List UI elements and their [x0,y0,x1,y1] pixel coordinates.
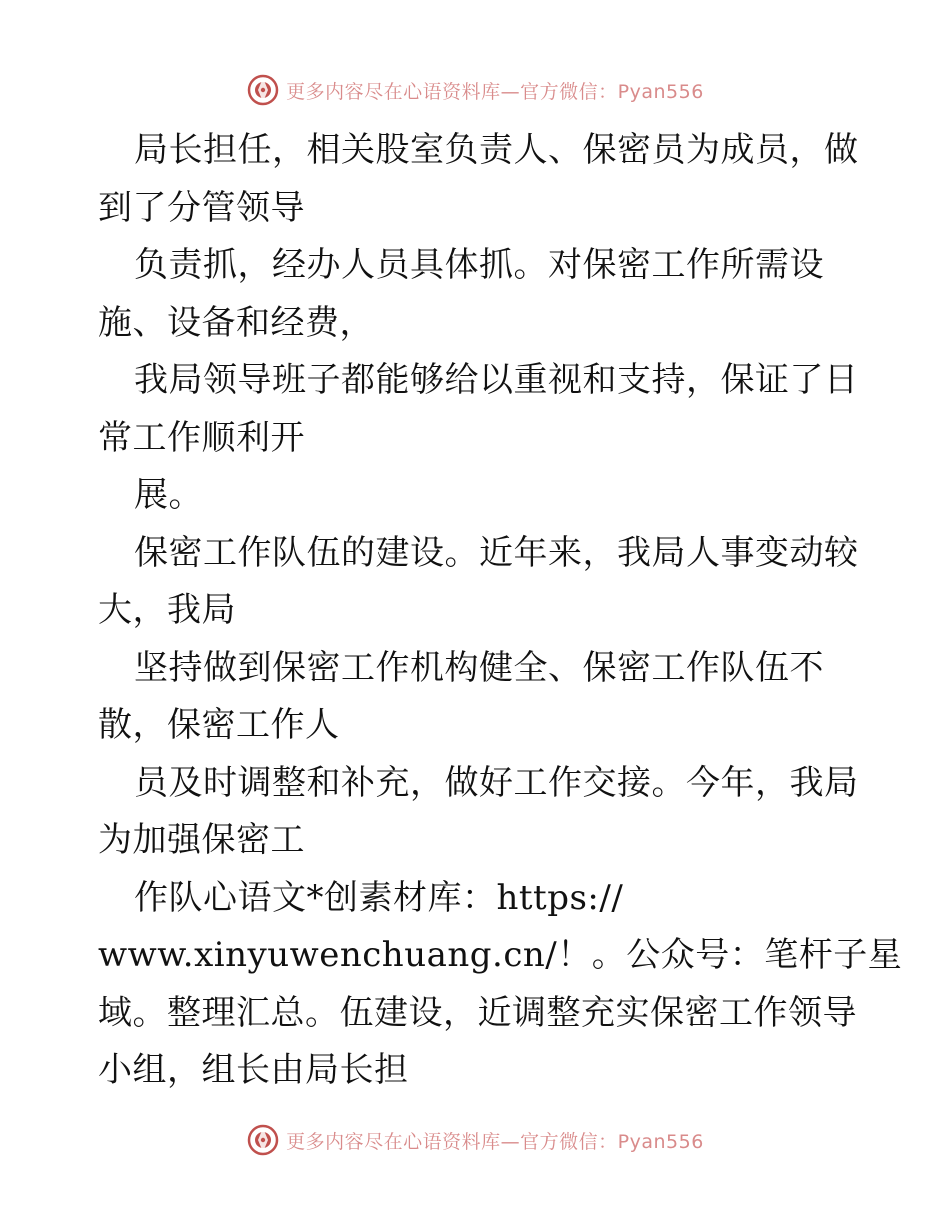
text-line: 为加强保密工 [98,820,305,860]
text-line: 保密工作队伍的建设。近年来，我局人事变动较 [134,532,859,573]
text-line: 大，我局 [98,590,236,630]
text-line: 施、设备和经费， [98,302,374,343]
text-line: 展。 [134,475,203,515]
text-line: 负责抓，经办人员具体抓。对保密工作所需设 [134,245,824,285]
text-line: 我局领导班子都能够给以重视和支持，保证了日 [134,360,859,400]
text-line: 局长担任，相关股室负责人、保密员为成员，做 [134,130,859,170]
text-line: www.xinyuwenchuang.cn/！。公众号：笔杆子星 [98,935,903,975]
pen-nib-logo-icon [246,1123,280,1157]
pen-nib-logo-icon [246,73,280,107]
header-banner [0,70,950,110]
text-line: 作队心语文*创素材库：https:// [134,877,624,918]
document-body [98,122,903,1100]
footer-banner-text: 更多内容尽在心语资料库—官方微信：Pyan556 [286,1130,704,1153]
text-line: 员及时调整和补充，做好工作交接。今年，我局 [134,762,859,803]
text-line: 坚持做到保密工作机构健全、保密工作队伍不 [134,647,824,688]
text-line: 小组，组长由局长担 [98,1050,409,1090]
footer-banner [0,1120,950,1160]
header-banner-text: 更多内容尽在心语资料库—官方微信：Pyan556 [286,80,704,103]
text-line: 到了分管领导 [98,187,305,228]
text-line: 常工作顺利开 [98,417,305,458]
text-line: 散，保密工作人 [98,705,340,745]
text-line: 域。整理汇总。伍建设，近调整充实保密工作领导 [98,992,857,1033]
